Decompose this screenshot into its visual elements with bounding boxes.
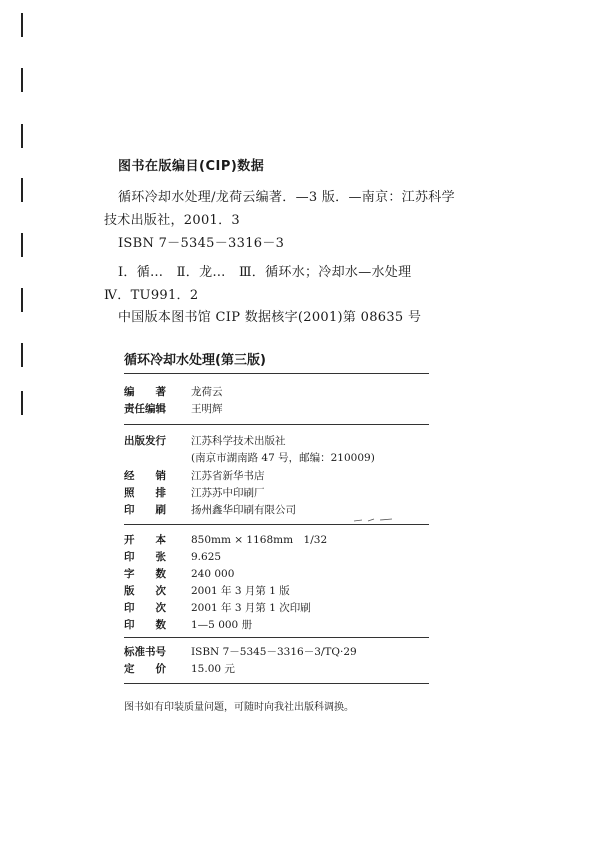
divider xyxy=(124,373,429,374)
row-value: 1—5 000 册 xyxy=(191,619,253,631)
row-value: 江苏苏中印刷厂 xyxy=(191,487,265,499)
row-label: 印 数 xyxy=(124,619,166,631)
divider xyxy=(124,524,429,525)
row-value: 850mm × 1168mm 1/32 xyxy=(191,534,328,546)
margin-mark xyxy=(21,288,23,312)
divider xyxy=(124,683,429,684)
row-label: 出版发行 xyxy=(124,435,166,447)
row-value: ISBN 7－5345－3316－3/TQ·29 xyxy=(191,646,357,658)
margin-mark xyxy=(21,178,23,202)
row-label: 字 数 xyxy=(124,568,166,580)
cip-line-3: ISBN 7－5345－3316－3 xyxy=(118,236,285,251)
margin-mark xyxy=(21,13,23,37)
row-label: 经 销 xyxy=(124,470,166,482)
divider xyxy=(124,637,429,638)
publisher-address: (南京市湖南路 47 号，邮编：210009) xyxy=(191,452,375,464)
margin-mark xyxy=(21,391,23,415)
book-title: 循环冷却水处理(第三版) xyxy=(124,353,266,368)
divider xyxy=(124,424,429,425)
quality-notice: 图书如有印装质量问题，可随时向我社出版科调换。 xyxy=(124,702,354,713)
row-value: 15.00 元 xyxy=(191,663,235,675)
publisher-name: 江苏科学技术出版社 xyxy=(191,435,286,447)
row-label: 开 本 xyxy=(124,534,166,546)
row-value: 240 000 xyxy=(191,568,235,580)
row-value: 王明辉 xyxy=(191,403,223,415)
margin-mark xyxy=(21,68,23,92)
row-label: 责任编辑 xyxy=(124,403,166,415)
row-label: 印 次 xyxy=(124,602,166,614)
margin-mark xyxy=(21,124,23,148)
cip-heading: 图书在版编目(CIP)数据 xyxy=(118,159,265,174)
row-label: 编 著 xyxy=(124,386,166,398)
row-label: 标准书号 xyxy=(124,646,166,658)
row-value: 龙荷云 xyxy=(191,386,223,398)
cip-line-5: Ⅳ．TU991．2 xyxy=(104,288,199,303)
cip-line-4: Ⅰ．循… Ⅱ．龙… Ⅲ．循环水；冷却水—水处理 xyxy=(118,265,412,280)
row-value: 江苏省新华书店 xyxy=(191,470,265,482)
row-label: 印 张 xyxy=(124,551,166,563)
cip-line-6: 中国版本图书馆 CIP 数据核字(2001)第 08635 号 xyxy=(118,310,422,325)
row-label: 定 价 xyxy=(124,663,166,675)
row-value: 9.625 xyxy=(191,551,222,563)
row-label: 照 排 xyxy=(124,487,166,499)
row-value: 2001 年 3 月第 1 版 xyxy=(191,585,290,597)
margin-mark xyxy=(21,343,23,367)
cip-line-1: 循环冷却水处理/龙荷云编著．—3 版．—南京：江苏科学 xyxy=(118,190,455,205)
cip-line-2: 技术出版社，2001．3 xyxy=(104,213,240,228)
row-value: 2001 年 3 月第 1 次印刷 xyxy=(191,602,311,614)
margin-mark xyxy=(21,233,23,257)
row-label: 印 刷 xyxy=(124,504,166,516)
row-value: 扬州鑫华印刷有限公司 xyxy=(191,504,296,516)
row-label: 版 次 xyxy=(124,585,166,597)
pen-mark xyxy=(352,517,412,523)
